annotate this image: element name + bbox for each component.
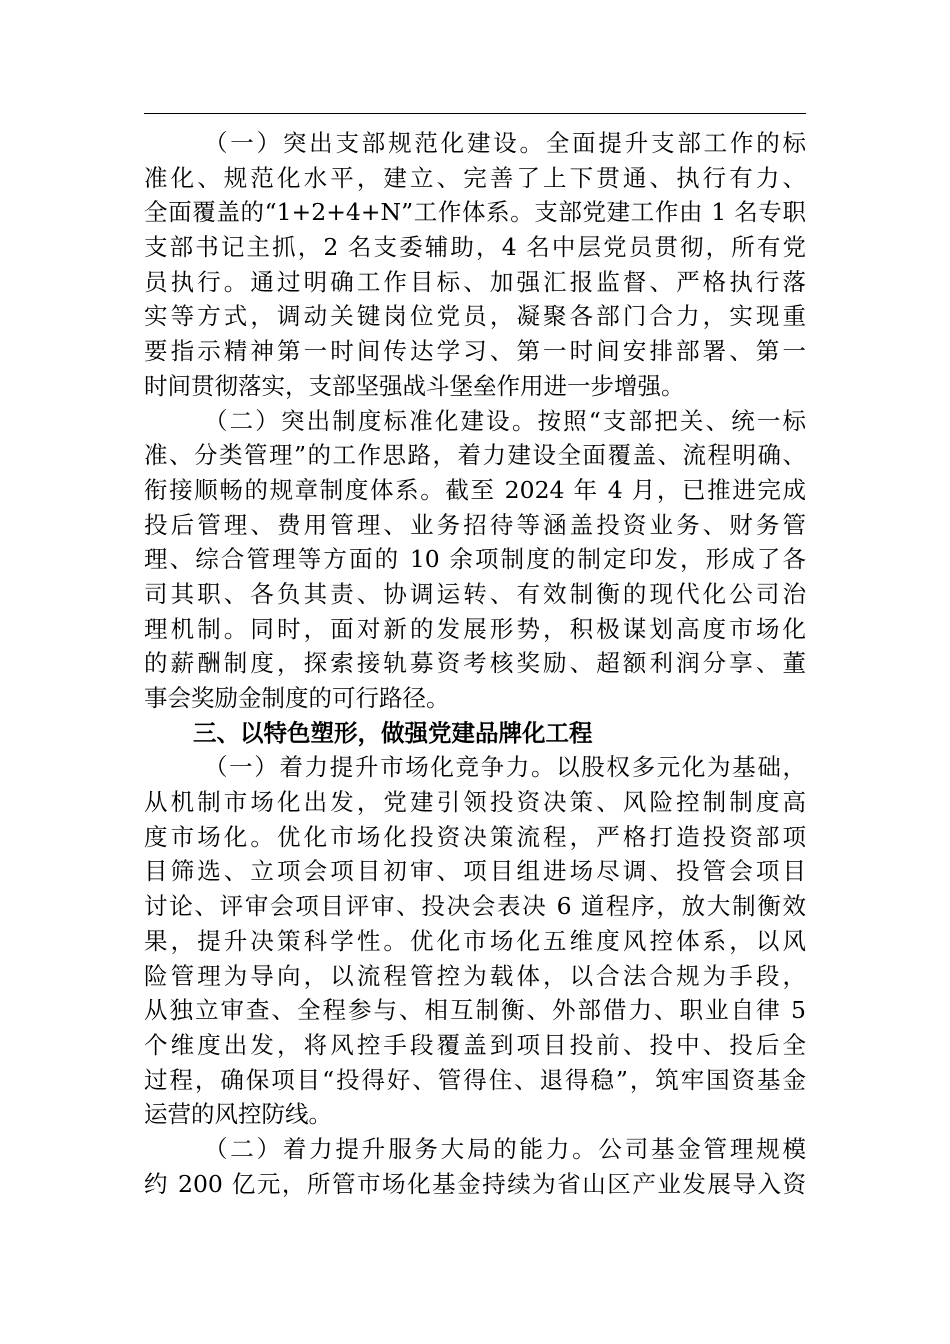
text-line: 准、分类管理”的工作思路，着力建设全面覆盖、流程明确、 (144, 441, 806, 470)
paragraph-branch-standardization (144, 126, 806, 404)
text-line: 时间贯彻落实，支部坚强战斗堡垒作用进一步增强。 (144, 371, 685, 400)
text-line: 要指示精神第一时间传达学习、第一时间安排部署、第一 (144, 337, 806, 366)
text-line: 险管理为导向，以流程管控为载体，以合法合规为手段， (144, 961, 806, 990)
document-body (144, 126, 806, 1201)
text-line: 约 200 亿元，所管市场化基金持续为省山区产业发展导入资 (144, 1169, 806, 1198)
text-line: 理、综合管理等方面的 10 余项制度的制定印发，形成了各 (144, 545, 806, 574)
text-line: 员执行。通过明确工作目标、加强汇报监督、严格执行落 (144, 267, 806, 296)
paragraph-market-competitiveness (144, 750, 806, 1132)
text-line: 理机制。同时，面对新的发展形势，积极谋划高度市场化 (144, 614, 806, 643)
text-line: 实等方式，调动关键岗位党员，凝聚各部门合力，实现重 (144, 302, 806, 331)
text-line: （二）着力提升服务大局的能力。公司基金管理规模 (204, 1134, 806, 1163)
text-line: 全面覆盖的“1+2+4+N”工作体系。支部党建工作由 1 名专职 (144, 198, 806, 227)
text-line: 从机制市场化出发，党建引领投资决策、风险控制制度高 (144, 788, 806, 817)
text-line: 司其职、各负其责、协调运转、有效制衡的现代化公司治 (144, 579, 806, 608)
text-line: （一）着力提升市场化竞争力。以股权多元化为基础， (204, 753, 806, 782)
text-line: 的薪酬制度，探索接轨募资考核奖励、超额利润分享、董 (144, 649, 806, 678)
header-rule (144, 113, 806, 114)
text-line: 事会奖励金制度的可行路径。 (144, 684, 450, 712)
text-line: 个维度出发，将风控手段覆盖到项目投前、投中、投后全 (144, 1030, 806, 1059)
text-line: 果，提升决策科学性。优化市场化五维度风控体系，以风 (144, 926, 806, 955)
text-line: 运营的风控防线。 (144, 1100, 332, 1129)
text-line: 准化、规范化水平，建立、完善了上下贯通、执行有力、 (144, 163, 806, 192)
paragraph-serve-overall (144, 1132, 806, 1201)
text-line: 度市场化。优化市场化投资决策流程，严格打造投资部项 (144, 822, 806, 851)
text-line: 过程，确保项目“投得好、管得住、退得稳”，筑牢国资基金 (144, 1065, 806, 1094)
section-heading: 三、以特色塑形，做强党建品牌化工程 (193, 718, 593, 747)
paragraph-system-standardization (144, 404, 806, 716)
text-line: （一）突出支部规范化建设。全面提升支部工作的标 (204, 129, 806, 157)
text-line: （二）突出制度标准化建设。按照“支部把关、统一标 (204, 406, 806, 435)
text-line: 支部书记主抓，2 名支委辅助，4 名中层党员贯彻，所有党 (144, 233, 806, 262)
text-line: 从独立审查、全程参与、相互制衡、外部借力、职业自律 5 (144, 996, 806, 1025)
text-line: 衔接顺畅的规章制度体系。截至 2024 年 4 月，已推进完成 (144, 475, 806, 504)
text-line: 目筛选、立项会项目初审、项目组进场尽调、投管会项目 (144, 857, 806, 886)
text-line: 投后管理、费用管理、业务招待等涵盖投资业务、财务管 (144, 510, 806, 539)
text-line: 讨论、评审会项目评审、投决会表决 6 道程序，放大制衡效 (144, 892, 806, 921)
